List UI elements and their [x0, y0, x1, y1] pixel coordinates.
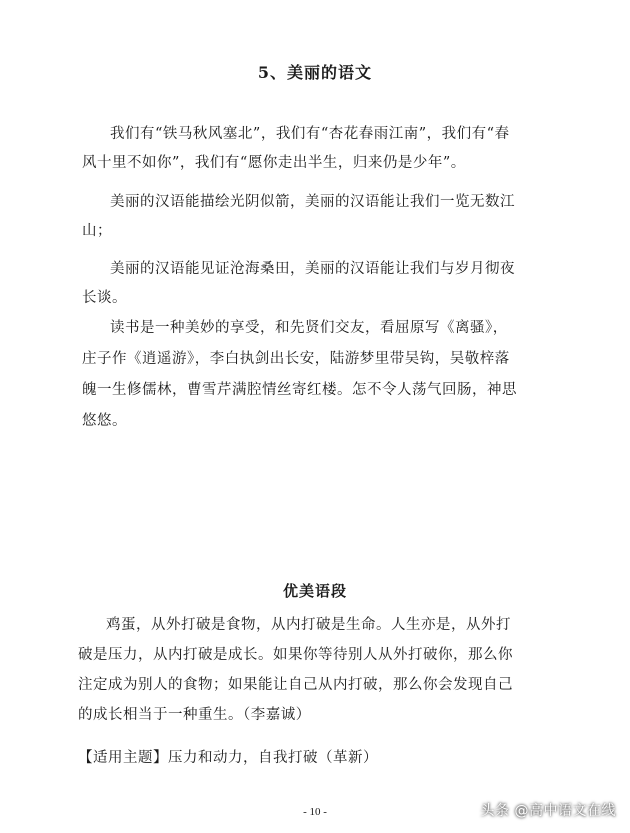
- paragraph: 我们有“铁马秋风塞北”，我们有“杏花春雨江南”，我们有“春风十里不如你”，我们有“愿你走出半生，归来仍是少年”。: [82, 126, 510, 171]
- topic-line: 【适用主题】压力和动力，自我打破（革新）: [78, 750, 378, 766]
- subheading: 优美语段: [282, 582, 347, 600]
- watermark: 头条 @高中语文在线: [480, 803, 616, 819]
- paragraph: 读书是一种美妙的享受，和先贤们交友，看屈原写《离骚》，庄子作《逍遥游》，李白执剑出长安，陆游梦里带吴钩，吴敬梓落魄一生修儒林，曹雪芹满腔情丝寄红楼。怎不令人荡气回肠，神思悠悠。: [82, 320, 517, 429]
- paragraph: 美丽的汉语能描绘光阴似箭，美丽的汉语能让我们一览无数江山；: [82, 194, 515, 239]
- paragraph: 美丽的汉语能见证沧海桑田，美丽的汉语能让我们与岁月彻夜长谈。: [82, 261, 515, 306]
- quote-paragraph: 鸡蛋，从外打破是食物，从内打破是生命。人生亦是，从外打破是压力，从内打破是成长。如果你等待别人从外打破你，那么你注定成为别人的食物；如果能让自己从内打破，那么你会发现自己的成长相当于一种重生。（李嘉诚）: [78, 617, 513, 723]
- page-number: - 10 -: [303, 806, 327, 818]
- section-title: 5、美丽的语文: [257, 63, 373, 82]
